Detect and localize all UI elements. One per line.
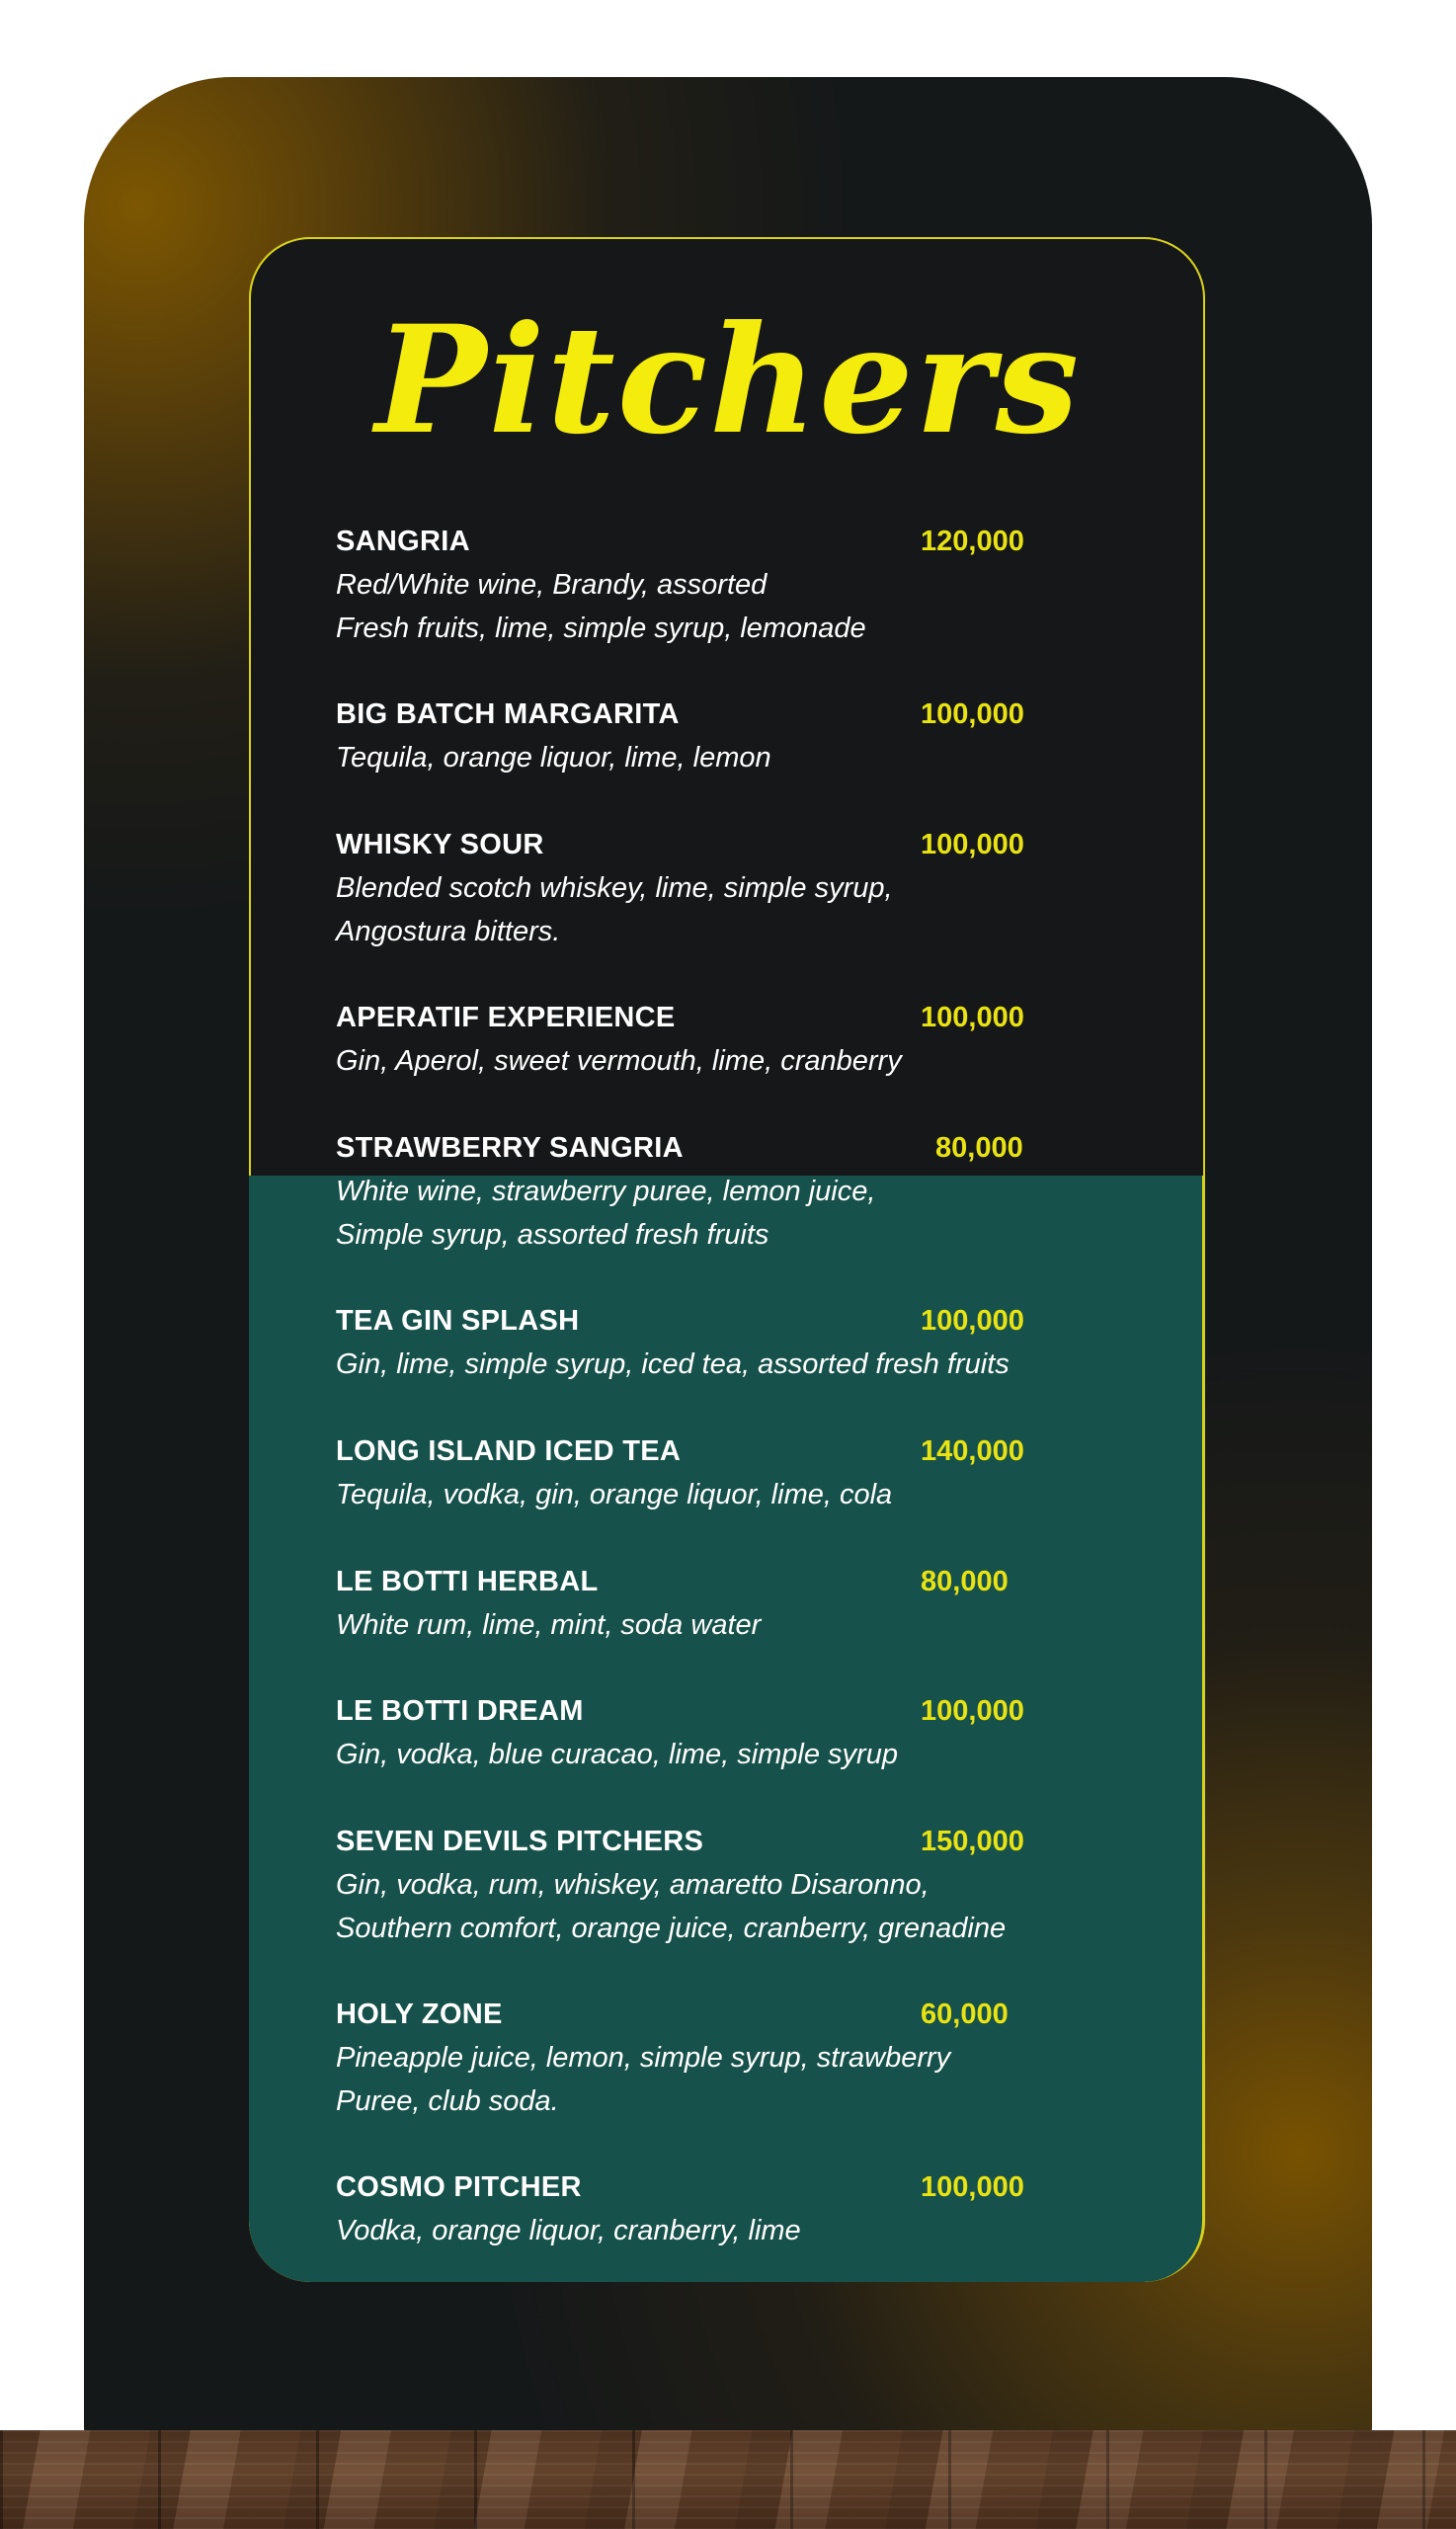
item-name: APERATIF EXPERIENCE: [336, 1002, 676, 1033]
item-description: Gin, vodka, blue curacao, lime, simple syrup: [336, 1739, 898, 1770]
item-name: STRAWBERRY SANGRIA: [336, 1132, 684, 1164]
item-name: BIG BATCH MARGARITA: [336, 698, 680, 730]
menu-item-le-botti-herbal: [336, 1560, 1126, 1647]
item-name: HOLY ZONE: [336, 1999, 503, 2030]
item-description: Tequila, vodka, gin, orange liquor, lime, cola: [336, 1479, 893, 1510]
item-price: 100,000: [921, 2171, 1024, 2203]
item-description: Tequila, orange liquor, lime, lemon: [336, 742, 771, 774]
item-name: SEVEN DEVILS PITCHERS: [336, 1826, 704, 1857]
wooden-floor: [0, 2430, 1456, 2529]
item-price: 140,000: [921, 1435, 1024, 1467]
menu-item-holy-zone: [336, 1993, 1126, 2123]
menu-item-strawberry-sangria: [336, 1126, 1126, 1257]
item-description: Gin, vodka, rum, whiskey, amaretto Disaronno, Southern comfort, orange juice, cranberry, grenadine: [336, 1869, 1007, 1944]
item-name: TEA GIN SPLASH: [336, 1305, 580, 1337]
item-name: LONG ISLAND ICED TEA: [336, 1435, 682, 1467]
menu-item-seven-devils-pitchers: [336, 1820, 1126, 1950]
menu-item-tea-gin-splash: [336, 1299, 1126, 1386]
item-name: LE BOTTI HERBAL: [336, 1566, 599, 1597]
item-price: 100,000: [921, 1002, 1024, 1033]
menu-item-aperatif-experience: [336, 996, 1126, 1083]
item-price: 100,000: [921, 698, 1024, 730]
item-name: WHISKY SOUR: [336, 829, 544, 860]
item-price: 80,000: [935, 1132, 1023, 1164]
item-price: 60,000: [921, 1999, 1009, 2030]
item-description: Gin, Aperol, sweet vermouth, lime, cranberry: [336, 1045, 902, 1077]
item-price: 120,000: [921, 526, 1024, 557]
item-description: White rum, lime, mint, soda water: [336, 1609, 762, 1641]
menu-item-cosmo-pitcher: [336, 2165, 1126, 2252]
item-price: 100,000: [921, 1695, 1024, 1727]
item-description: Pineapple juice, lemon, simple syrup, strawberry Puree, club soda.: [336, 2042, 951, 2117]
menu-item-le-botti-dream: [336, 1689, 1126, 1776]
item-description: Blended scotch whiskey, lime, simple syrup, Angostura bitters.: [336, 872, 893, 947]
item-name: LE BOTTI DREAM: [336, 1695, 584, 1727]
item-description: Vodka, orange liquor, cranberry, lime: [336, 2215, 801, 2246]
item-name: COSMO PITCHER: [336, 2171, 582, 2203]
item-description: Red/White wine, Brandy, assorted Fresh fruits, lime, simple syrup, lemonade: [336, 569, 866, 644]
item-description: Gin, lime, simple syrup, iced tea, assorted fresh fruits: [336, 1348, 1010, 1380]
menu-item-long-island-iced-tea: [336, 1429, 1126, 1516]
item-name: SANGRIA: [336, 526, 470, 557]
menu-item-big-batch-margarita: [336, 693, 1126, 779]
item-price: 100,000: [921, 829, 1024, 860]
menu-item-sangria: [336, 520, 1126, 650]
item-description: White wine, strawberry puree, lemon juice, Simple syrup, assorted fresh fruits: [336, 1176, 876, 1251]
menu-item-whisky-sour: [336, 823, 1126, 953]
item-price: 150,000: [921, 1826, 1024, 1857]
item-price: 100,000: [921, 1305, 1024, 1337]
item-price: 80,000: [921, 1566, 1009, 1597]
menu-title: Pitchers: [374, 293, 1082, 467]
